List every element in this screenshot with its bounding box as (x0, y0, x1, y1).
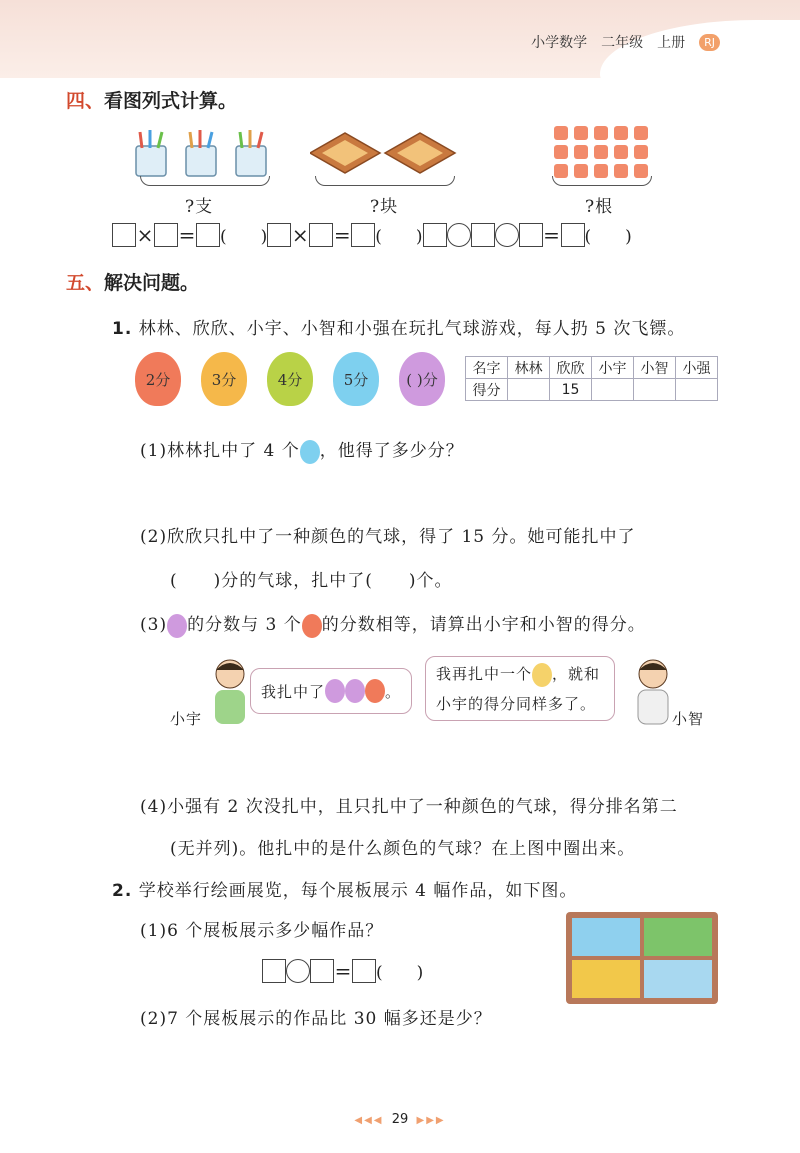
yellow-balloon-icon (532, 663, 552, 687)
painting-house (644, 918, 712, 956)
edition-badge: RJ (699, 34, 720, 51)
balloon-4: 4分 (267, 352, 313, 406)
q2-part1: (1)6 个展板展示多少幅作品？ (140, 921, 384, 941)
red-balloon-icon (302, 614, 322, 638)
painting-sky (644, 960, 712, 998)
answer-box[interactable] (471, 223, 495, 247)
answer-box[interactable] (309, 223, 333, 247)
answer-box[interactable] (196, 223, 220, 247)
xiaoyu-bubble: 我扎中了 。 (250, 668, 412, 714)
purple-balloon-icon (345, 679, 365, 703)
grade: 二年级 (601, 35, 644, 51)
brace-1 (140, 176, 270, 186)
q2-part2: (2)7 个展板展示的作品比 30 幅多还是少？ (140, 1009, 492, 1029)
answer-box[interactable] (351, 223, 375, 247)
boy-icon (205, 656, 255, 726)
page-footer: ◀◀◀ 29 ▶▶▶ (354, 1112, 446, 1127)
xiaoyu-figure (205, 656, 255, 730)
q1-part1: (1)林林扎中了 4 个 ，他得了多少分？ (140, 436, 464, 464)
operator-circle[interactable] (447, 223, 471, 247)
pencil-cups-picture (130, 128, 270, 178)
answer-box[interactable] (154, 223, 178, 247)
q2-text: 2. 学校举行绘画展览，每个展板展示 4 幅作品，如下图。 (112, 881, 578, 901)
operator-circle[interactable] (495, 223, 519, 247)
q2-equation: = ( ) (262, 958, 423, 983)
purple-balloon-icon (167, 614, 187, 638)
brace-2 (315, 176, 455, 186)
score-cell[interactable] (676, 379, 718, 401)
answer-box[interactable] (262, 959, 286, 983)
unit-blank[interactable]: ( ) (375, 227, 423, 247)
score-cell[interactable] (508, 379, 550, 401)
unit-blank[interactable]: ( ) (376, 963, 424, 983)
label-popsicles: ?根 (585, 197, 614, 217)
q1-text: 1. 林林、欣欣、小宇、小智和小强在玩扎气球游戏，每人扔 5 次飞镖。 (112, 319, 686, 339)
answer-box[interactable] (267, 223, 291, 247)
answer-box[interactable] (310, 959, 334, 983)
blue-balloon-icon (300, 440, 320, 464)
xiaoyu-label: 小宇 (170, 710, 203, 728)
purple-balloon-icon (325, 679, 345, 703)
score-table: 名字 林林 欣欣 小宇 小智 小强 得分 15 (465, 356, 718, 401)
section5-title: 五、解决问题。 (66, 272, 200, 294)
answer-box[interactable] (519, 223, 543, 247)
score-cell[interactable] (634, 379, 676, 401)
score-cell[interactable] (592, 379, 634, 401)
balloon-row (135, 352, 445, 406)
q1-part2b[interactable]: ( )分的气球，扎中了( )个。 (170, 571, 453, 591)
xiaozhi-bubble: 我再扎中一个 ，就和 小宇的得分同样多了。 (425, 656, 615, 721)
equation-row: × = ( ) × = ( ) = ( ) (112, 222, 632, 247)
answer-box[interactable] (423, 223, 447, 247)
page-number: 29 (391, 1112, 409, 1127)
brace-3 (552, 176, 652, 186)
q1-part2a: (2)欣欣只扎中了一种颜色的气球，得了 15 分。她可能扎中了 (140, 527, 636, 547)
unit-blank[interactable]: ( ) (220, 227, 268, 247)
label-cakes: ?块 (370, 197, 399, 217)
answer-box[interactable] (112, 223, 136, 247)
popsicle-icon (552, 124, 652, 180)
unit-blank[interactable]: ( ) (584, 227, 632, 247)
painting-sea (572, 918, 640, 956)
answer-box[interactable] (352, 959, 376, 983)
section4-title: 四、看图列式计算。 (66, 90, 238, 112)
q1-part3: (3) 的分数与 3 个 的分数相等，请算出小宇和小智的得分。 (140, 610, 646, 638)
balloon-unknown: ( )分 (399, 352, 445, 406)
balloon-2: 2分 (135, 352, 181, 406)
label-pencils: ?支 (185, 197, 214, 217)
balloon-5: 5分 (333, 352, 379, 406)
xiaozhi-figure (628, 656, 678, 730)
exhibition-board (566, 912, 718, 1004)
balloon-3: 3分 (201, 352, 247, 406)
volume: 上册 (657, 35, 686, 51)
answer-box[interactable] (561, 223, 585, 247)
cake-icon (310, 128, 460, 178)
subject: 小学数学 (531, 35, 588, 51)
boy-icon (628, 656, 678, 726)
popsicle-picture (552, 124, 652, 180)
operator-circle[interactable] (286, 959, 310, 983)
xiaozhi-label: 小智 (672, 710, 705, 728)
page-header (531, 32, 720, 52)
painting-flowers (572, 960, 640, 998)
q1-part4a: (4)小强有 2 次没扎中，且只扎中了一种颜色的气球，得分排名第二 (140, 797, 678, 817)
red-balloon-icon (365, 679, 385, 703)
cake-picture (310, 128, 460, 178)
q1-part4b: (无并列)。他扎中的是什么颜色的气球？在上图中圈出来。 (170, 839, 636, 859)
pencil-cups-icon (130, 128, 270, 178)
